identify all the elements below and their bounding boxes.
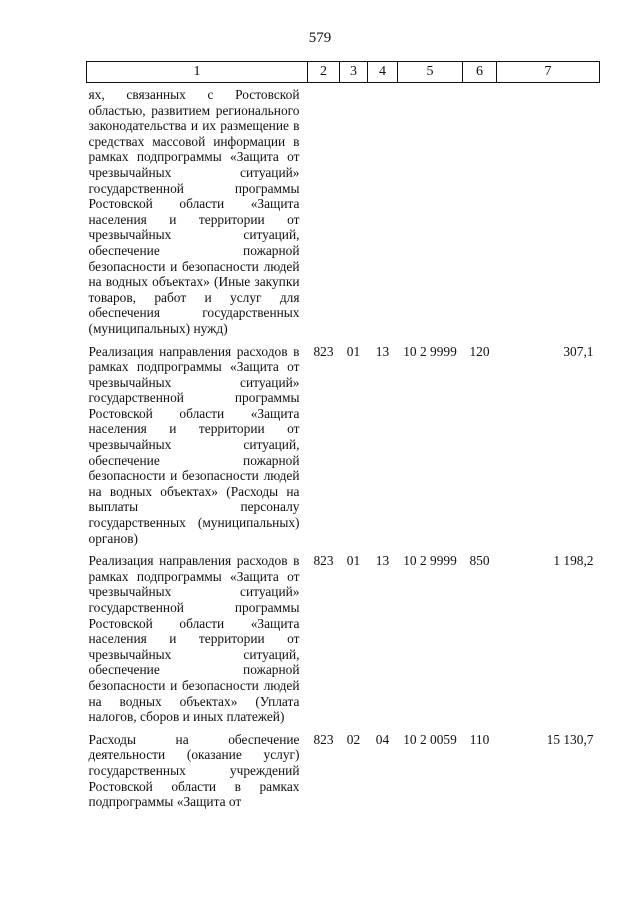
column-header-2: 2 bbox=[308, 62, 340, 83]
column-header-7: 7 bbox=[497, 62, 600, 83]
ministry-code: 823 bbox=[313, 553, 334, 569]
section-code: 02 bbox=[346, 731, 361, 747]
target-article-code: 10 2 9999 bbox=[403, 343, 457, 359]
row-description: Реализация направления расходов в рамках подпрограммы «Защита от чрезвычайных ситуаций» государственной программы Ростовской области «Защита населения и территории от чрезвычайных ситуаций, обеспечение пожарной безопасности и безопасности людей на водных объектах» (Уплата налогов, сборов и иных платежей) bbox=[88, 553, 300, 725]
ministry-code: 823 bbox=[313, 343, 334, 359]
ministry-code: 823 bbox=[313, 731, 334, 747]
table-row bbox=[87, 729, 600, 814]
header-row bbox=[87, 62, 600, 83]
subsection-code bbox=[368, 83, 398, 341]
amount: 15 130,7 bbox=[546, 731, 594, 747]
row-description: Реализация направления расходов в рамках подпрограммы «Защита от чрезвычайных ситуаций» государственной программы Ростовской области «Защита населения и территории от чрезвычайных ситуаций, обеспечение пожарной безопасности и безопасности людей на водных объектах» (Расходы на выплаты персоналу государственных (муниципальных) органов) bbox=[88, 343, 300, 546]
expense-type-code bbox=[463, 83, 497, 341]
subsection-code: 13 bbox=[375, 343, 390, 359]
target-article-code bbox=[398, 83, 463, 341]
amount: 1 198,2 bbox=[553, 553, 594, 569]
row-description: ях, связанных с Ростовской областью, развитием регионального законодательства и их размещение в средствах массовой информации в рамках подпрограммы «Защита от чрезвычайных ситуаций» государственной программы Ростовской области «Защита населения и территории от чрезвычайных ситуаций, обеспечение пожарной безопасности и безопасности людей на водных объектах» (Иные закупки товаров, работ и услуг для обеспечения государственных (муниципальных) нужд) bbox=[88, 87, 300, 336]
row-description: Расходы на обеспечение деятельности (оказание услуг) государственных учреждений Ростовской области в рамках подпрограммы «Защита от bbox=[88, 731, 300, 810]
column-header-1: 1 bbox=[87, 62, 308, 83]
target-article-code: 10 2 0059 bbox=[403, 731, 457, 747]
subsection-code: 04 bbox=[375, 731, 390, 747]
amount bbox=[497, 83, 600, 341]
amount: 307,1 bbox=[563, 343, 594, 359]
column-header-4: 4 bbox=[368, 62, 398, 83]
section-code bbox=[340, 83, 368, 341]
section-code: 01 bbox=[346, 343, 361, 359]
subsection-code: 13 bbox=[375, 553, 390, 569]
column-header-6: 6 bbox=[463, 62, 497, 83]
column-header-5: 5 bbox=[398, 62, 463, 83]
table-row bbox=[87, 550, 600, 729]
table-row bbox=[87, 83, 600, 341]
target-article-code: 10 2 9999 bbox=[403, 553, 457, 569]
page-number: 579 bbox=[308, 30, 332, 46]
table-row bbox=[87, 341, 600, 551]
expense-type-code: 110 bbox=[469, 731, 490, 747]
ministry-code bbox=[308, 83, 340, 341]
expense-type-code: 850 bbox=[469, 553, 490, 569]
expense-type-code: 120 bbox=[469, 343, 490, 359]
table-header bbox=[87, 62, 600, 83]
table-body bbox=[87, 83, 600, 814]
budget-table bbox=[86, 61, 600, 814]
column-header-3: 3 bbox=[340, 62, 368, 83]
section-code: 01 bbox=[346, 553, 361, 569]
